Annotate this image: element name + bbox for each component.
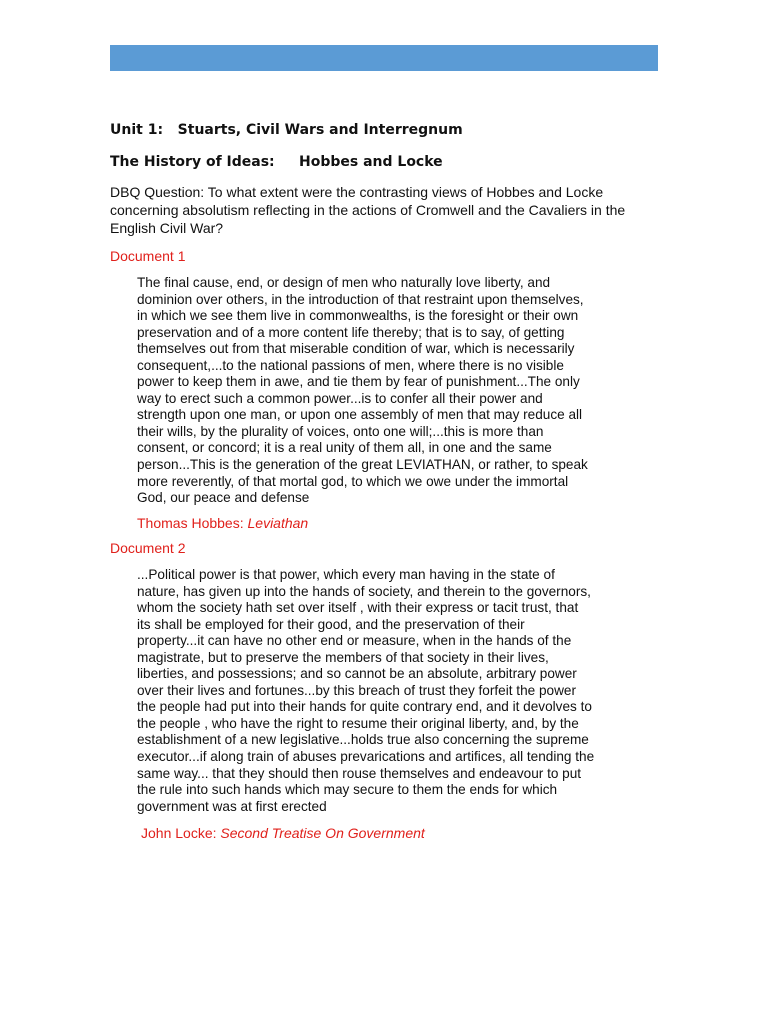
document-text-line: person...This is the generation of the great LEVIATHAN, or rather, to speak [137,457,588,473]
document-text-line: more reverently, of that mortal god, to which we owe under the immortal [137,473,569,489]
document-1-label: Document 1 [110,248,186,264]
document-text-line: nature, has given up into the hands of society, and therein to the governors, [137,583,591,599]
document-text-line: power to keep them in awe, and tie them by fear of punishment...The only [137,374,580,390]
document-text-line: dominion over others, in the introduction of that restraint upon themselves, [137,291,584,307]
document-2-author: John Locke: [141,825,221,841]
document-text-line: property...it can have no other end or measure, when in the hands of the [137,633,572,649]
document-text-line: their wills, by the plurality of voices, onto one will;...this is more than [137,423,544,439]
document-text-line: executor...if along train of abuses prevarications and artifices, all tending the [137,749,595,765]
document-2-label: Document 2 [110,540,186,556]
document-text-line: in which we see them live in commonwealths, is the foresight or their own [137,308,579,324]
document-text-line: preservation and of a more content life thereby; that is to say, of getting [137,324,565,340]
document-text-line: the rule into such hands which may secure to them the ends for which [137,782,558,798]
document-text-line: liberties, and possessions; and so cannot be an absolute, arbitrary power [137,666,577,682]
document-text-line: whom the society hath set over itself , with their express or tacit trust, that [137,600,579,616]
document-text-line: the people , who have the right to resume their original liberty, and, by the [137,715,579,731]
document-1-work: Leviathan [247,515,309,531]
document-2-work: Second Treatise On Government [220,825,425,841]
document-text-line: strength upon one man, or upon one assembly of men that may reduce all [137,407,583,423]
document-text-line: government was at first erected [137,798,327,814]
dbq-question: DBQ Question: To what extent were the contrasting views of Hobbes and Locke concerning absolutism reflecting in the actions of Cromwell and the Cavaliers in the English Civil War? [110,184,626,236]
document-text-line: ...Political power is that power, which every man having in the state of [137,567,555,582]
document-text-line: consequent,...to the national passions of men, where there is no visible [137,357,564,373]
document-text-line: themselves out from that miserable condition of war, which is necessarily [137,341,575,357]
document-text-line: God, our peace and defense [137,490,310,506]
document-2-text [137,567,594,815]
document-text-line: establishment of a new legislative...holds true also concerning the supreme [137,732,589,748]
document-2-attribution [141,825,425,841]
document-text-line: The final cause, end, or design of men who naturally love liberty, and [137,275,551,290]
unit-title: Unit 1: Stuarts, Civil Wars and Interregnum [110,122,463,138]
document-text-line: magistrate, but to preserve the members of that society in their lives, [137,649,549,665]
document-text-line: over their lives and fortunes...by this breach of trust they forfeit the power [137,682,576,698]
document-1-text [137,275,588,507]
document-text-line: its shall be employed for their good, and the preservation of their [137,616,525,632]
document-text-line: the people had put into their hands for quite contrary end, and it devolves to [137,699,592,715]
document-text-line: same way... that they should then rouse themselves and endeavour to put [137,765,582,781]
document-text-line: way to erect such a common power...is to confer all their power and [137,390,543,406]
header-bar [110,45,658,71]
ideas-title: The History of Ideas: Hobbes and Locke [110,154,443,170]
document-1-author: Thomas Hobbes: [137,515,248,531]
document-1-attribution [137,515,308,531]
document-text-line: consent, or concord; it is a real unity of them all, in one and the same [137,440,552,456]
